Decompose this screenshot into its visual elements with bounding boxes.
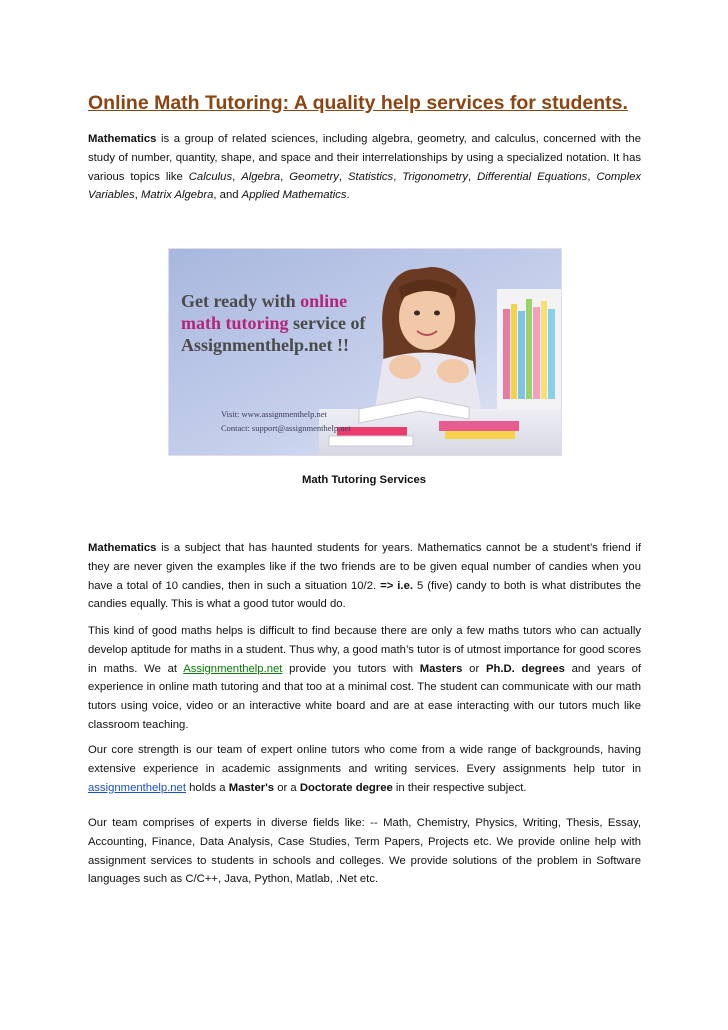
banner-line2-part1: math tutoring [181,313,289,333]
topic-trigonometry: Trigonometry [402,170,469,183]
banner-illustration [169,249,561,455]
figure-caption: Math Tutoring Services [301,474,427,486]
assignmenthelp-link-2[interactable]: assignmenthelp.net [88,781,186,794]
p2-text-2: provide you tutors with [282,662,420,675]
p2-phd: Ph.D. degrees [485,662,565,675]
banner-contact-text: Contact: support@assignmenthelp.net [221,423,351,433]
intro-paragraph: Mathematics is a group of related sciences, including algebra, geometry, and calculus, concerned with the study of number, quantity, shape, and space and their interrelationships by using a specialized notation. It has various topics like Calculus, Algebra, Geometry, Statistics, Trigonometry, Differential Equations, Complex Variables, Matrix Algebra, and Applied Mathematics. [88,133,642,202]
paragraph-4: Our team comprises of experts in diverse fields like: -- Math, Chemistry, Physics, Writing, Thesis, Essay, Accounting, Finance, Data Analysis, Case Studies, Term Papers, Projects etc. We provide online help with assignment services to students in schools and colleges. We provide solutions of the problem in Software languages such as C/C++, Java, Python, Matlab, .Net etc. [88,817,641,886]
student-girl-graphic [375,267,481,409]
p2-text-3: and years of experience in online math tutoring and that too at a minimal cost. The student can communicate with our math tutors using voice, video or an interactive white board and are at ease interacting with our tutors much like classroom teaching. [88,662,641,731]
topic-complex-variables: Complex Variables [88,170,642,202]
p1-text-2: 5 (five) candy to both is what distributes the candies equally. This is what a good tutor would do. [88,579,641,611]
svg-text:math tutoring service of [181,313,366,333]
intro-and: , and [213,189,242,202]
banner-visit-text: Visit: www.assignmenthelp.net [221,409,327,419]
p2-masters: Masters [419,662,463,675]
paragraph-3 [88,741,641,797]
p3-masters: Master's [228,781,275,794]
paragraph-1 [88,539,641,614]
p1-ie: => i.e. [380,579,413,592]
intro-term: Mathematics [88,133,157,145]
banner-line1-part1: Get ready with [181,291,301,311]
intro-end: . [346,189,350,202]
p3-or: or a [274,781,300,794]
topic-applied-mathematics: Applied Mathematics [241,189,347,202]
p2-text-1: This kind of good maths helps is difficult to find because there are only a few maths tutors who can actually develop aptitude for maths in a student. Thus why, a good math’s tutor is of utmost importance for good scores in maths. We at [88,625,641,675]
p3-text-2: holds a [185,781,229,794]
topic-calculus: Calculus [188,170,233,183]
banner-line2-part2: service of [288,313,366,333]
p2-or: or [462,662,486,675]
assignmenthelp-link[interactable]: Assignmenthelp.net [183,662,283,675]
topic-matrix-algebra: Matrix Algebra [140,189,214,202]
p3-text-1: Our core strength is our team of expert online tutors who come from a wide range of backgrounds, having extensive experience in academic assignments and writing services. Every assignments help tutor in [88,744,641,775]
svg-text:Get ready with online [181,291,347,311]
bookshelf-graphic [497,289,561,409]
p3-doctorate: Doctorate degree [299,781,393,794]
topic-differential-equations: Differential Equations [477,170,588,183]
intro-text: is a group of related sciences, including algebra, geometry, and calculus, concerned with the study of number, quantity, shape, and space and their interrelationships by using a specialized notation. It has various topics like [88,133,641,183]
tutoring-banner-image [168,248,562,456]
p1-text-1: is a subject that has haunted students for years. Mathematics cannot be a student’s friend if they are never given the examples like if the two friends are to be given equal number of candies when you have a total of 10 candies, then in such a situation 10/2. [88,542,641,592]
banner-line3: Assignmenthelp.net !! [181,335,350,355]
paragraph-2 [88,622,641,735]
page-title: Online Math Tutoring: A quality help services for students. [88,92,628,114]
topic-algebra: Algebra [241,170,281,183]
topic-statistics: Statistics [347,170,394,183]
topic-geometry: Geometry [289,170,339,183]
p3-text-3: in their respective subject. [392,781,527,794]
p1-term: Mathematics [88,542,157,554]
banner-line1-part2: online [300,291,348,311]
